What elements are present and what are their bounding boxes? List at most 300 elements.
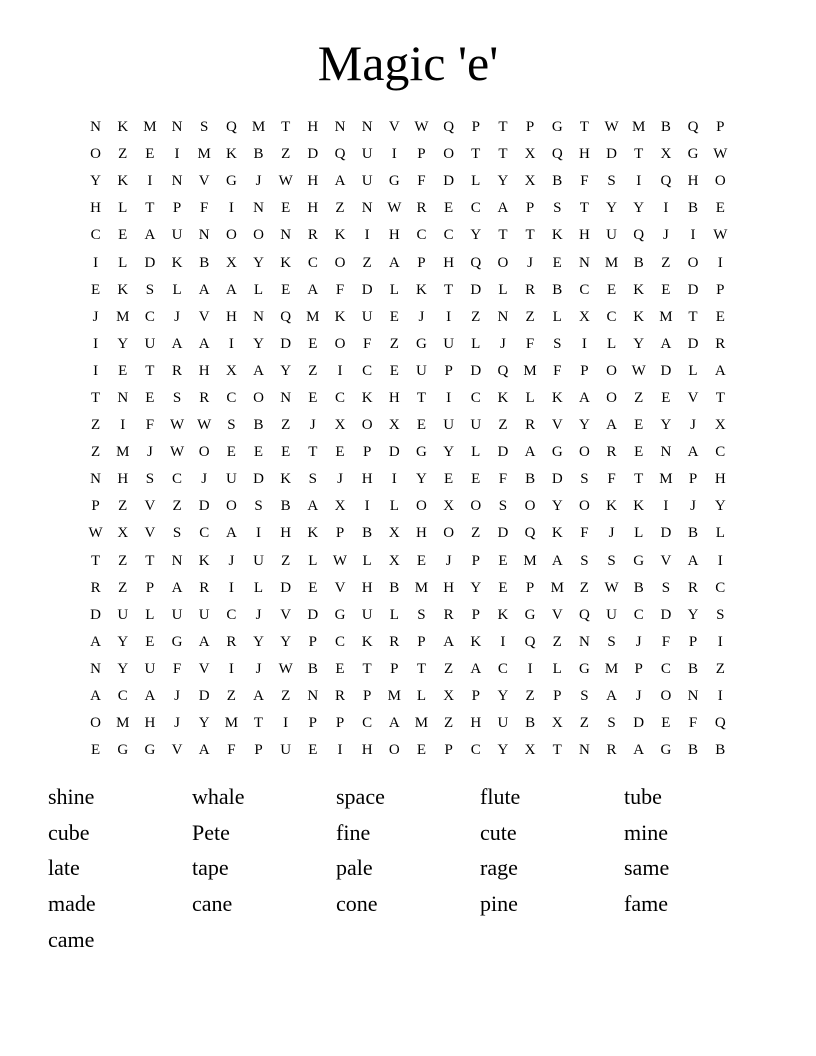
grid-letter: M [387, 688, 401, 705]
grid-letter: D [660, 606, 672, 623]
grid-letter: X [388, 525, 400, 542]
grid-letter: P [444, 742, 453, 759]
grid-letter: P [471, 119, 480, 136]
grid-letter: U [171, 227, 183, 244]
grid-letter: B [715, 742, 726, 759]
grid-letter: L [606, 335, 617, 352]
grid-letter: X [334, 417, 346, 434]
grid-letter: O [198, 444, 210, 461]
grid-letter: N [361, 200, 373, 217]
grid-letter: E [90, 281, 101, 298]
grid-letter: A [443, 633, 455, 650]
grid-letter: B [688, 742, 699, 759]
grid-letter: Z [471, 308, 481, 325]
grid-letter: D [497, 525, 509, 542]
grid-row [82, 114, 734, 141]
grid-letter: E [145, 146, 155, 163]
grid-letter: A [198, 281, 210, 298]
grid-row [82, 358, 734, 385]
grid-letter: W [713, 227, 728, 244]
grid-letter: S [145, 471, 155, 488]
grid-letter: I [391, 471, 397, 488]
grid-letter: P [254, 742, 263, 759]
grid-row [82, 412, 734, 439]
grid-letter: Y [497, 742, 509, 759]
grid-letter: P [471, 606, 480, 623]
grid-letter: I [663, 498, 669, 515]
grid-letter: N [687, 688, 699, 705]
grid-letter: O [253, 389, 264, 406]
grid-letter: P [471, 688, 480, 705]
grid-letter: A [144, 227, 156, 244]
grid-letter: L [145, 606, 155, 623]
grid-letter: P [688, 633, 698, 650]
grid-letter: E [498, 579, 508, 596]
grid-letter: V [198, 660, 210, 677]
grid-letter: F [661, 633, 671, 650]
grid-letter: A [144, 688, 156, 705]
grid-letter: N [90, 660, 101, 677]
grid-letter: H [443, 579, 455, 596]
grid-letter: Z [579, 715, 589, 732]
grid-letter: Q [443, 119, 455, 136]
word-list-item: same [624, 855, 670, 881]
grid-letter: T [362, 660, 372, 677]
grid-letter: G [171, 633, 183, 650]
grid-letter: A [171, 579, 183, 596]
grid-letter: J [418, 308, 425, 325]
grid-letter: Y [578, 417, 590, 434]
grid-letter: F [417, 173, 426, 190]
grid-letter: Z [118, 579, 128, 596]
grid-letter: O [225, 498, 237, 515]
grid-letter: V [144, 498, 156, 515]
grid-letter: E [416, 417, 427, 434]
grid-letter: Z [335, 200, 345, 217]
grid-letter: N [578, 633, 590, 650]
grid-letter: I [500, 633, 506, 650]
grid-letter: Y [117, 660, 129, 677]
grid-letter: K [334, 227, 346, 244]
grid-letter: P [335, 525, 345, 542]
grid-letter: I [527, 660, 533, 677]
grid-letter: C [579, 281, 590, 298]
grid-letter: V [687, 389, 699, 406]
grid-letter: U [253, 552, 264, 569]
grid-letter: A [633, 742, 645, 759]
grid-letter: W [332, 552, 348, 569]
grid-letter: D [144, 254, 156, 271]
grid-letter: S [172, 389, 182, 406]
grid-letter: U [416, 362, 427, 379]
grid-letter: A [606, 417, 617, 434]
grid-letter: Z [281, 146, 291, 163]
grid-letter: K [117, 281, 129, 298]
grid-letter: Z [118, 498, 128, 515]
grid-letter: X [551, 715, 563, 732]
grid-letter: L [634, 525, 644, 542]
grid-letter: U [117, 606, 129, 623]
grid-letter: Z [471, 525, 481, 542]
grid-letter: E [281, 200, 291, 217]
grid-letter: K [117, 119, 129, 136]
grid-letter: I [93, 254, 99, 271]
grid-letter: Y [687, 606, 699, 623]
grid-letter: S [498, 498, 508, 515]
grid-row [82, 575, 734, 602]
grid-letter: C [334, 633, 345, 650]
grid-letter: I [581, 335, 587, 352]
grid-row [82, 548, 734, 575]
grid-letter: P [525, 119, 535, 136]
grid-letter: A [225, 525, 237, 542]
grid-letter: M [604, 660, 619, 677]
grid-letter: S [417, 606, 426, 623]
grid-letter: I [120, 417, 126, 434]
grid-letter: B [552, 173, 563, 190]
grid-letter: T [145, 552, 155, 569]
grid-letter: I [147, 173, 153, 190]
grid-letter: L [308, 552, 318, 569]
grid-letter: A [90, 633, 101, 650]
grid-letter: H [714, 471, 726, 488]
grid-letter: C [226, 606, 237, 623]
grid-letter: G [117, 742, 129, 759]
grid-letter: E [335, 444, 345, 461]
grid-letter: A [497, 200, 509, 217]
grid-letter: U [497, 715, 509, 732]
grid-letter: A [524, 444, 536, 461]
grid-letter: C [334, 389, 345, 406]
grid-letter: G [633, 552, 645, 569]
grid-letter: A [90, 688, 101, 705]
grid-letter: N [280, 227, 292, 244]
grid-letter: N [90, 471, 101, 488]
grid-letter: H [307, 173, 319, 190]
grid-letter: E [634, 417, 644, 434]
grid-letter: H [687, 173, 699, 190]
grid-letter: T [145, 200, 155, 217]
grid-letter: A [198, 633, 210, 650]
grid-letter: H [578, 146, 590, 163]
grid-letter: D [361, 281, 373, 298]
grid-letter: J [635, 688, 642, 705]
grid-letter: X [524, 742, 536, 759]
grid-letter: T [444, 281, 454, 298]
grid-letter: E [308, 579, 318, 596]
grid-letter: N [660, 444, 672, 461]
grid-letter: C [606, 308, 617, 325]
grid-letter: B [688, 200, 699, 217]
grid-letter: N [253, 308, 264, 325]
grid-letter: W [604, 119, 619, 136]
grid-letter: Y [497, 173, 509, 190]
grid-letter: D [470, 281, 482, 298]
grid-letter: J [608, 525, 615, 542]
grid-letter: J [255, 606, 262, 623]
grid-letter: Z [661, 254, 671, 271]
grid-letter: L [118, 254, 128, 271]
grid-letter: D [280, 579, 292, 596]
grid-letter: S [580, 552, 589, 569]
grid-letter: C [90, 227, 101, 244]
grid-row [82, 466, 734, 493]
word-list-item: fame [624, 891, 668, 917]
grid-letter: K [280, 471, 292, 488]
grid-letter: D [307, 146, 319, 163]
grid-letter: H [198, 362, 210, 379]
grid-letter: Z [118, 146, 128, 163]
grid-letter: I [283, 715, 289, 732]
grid-letter: H [470, 715, 482, 732]
grid-letter: P [688, 471, 698, 488]
grid-letter: M [251, 119, 266, 136]
grid-letter: M [116, 444, 130, 461]
grid-letter: P [553, 688, 562, 705]
grid-letter: B [253, 146, 264, 163]
grid-letter: Y [117, 633, 129, 650]
grid-letter: A [253, 688, 264, 705]
grid-letter: P [308, 715, 317, 732]
grid-letter: M [659, 308, 673, 325]
grid-letter: T [688, 308, 698, 325]
grid-letter: R [199, 389, 210, 406]
grid-letter: O [334, 335, 346, 352]
grid-letter: X [225, 254, 237, 271]
grid-letter: V [334, 579, 346, 596]
grid-letter: V [198, 308, 210, 325]
grid-letter: I [391, 146, 397, 163]
grid-letter: B [660, 119, 671, 136]
grid-letter: K [361, 389, 373, 406]
grid-letter: U [361, 173, 373, 190]
grid-letter: M [116, 715, 130, 732]
grid-letter: M [604, 254, 619, 271]
word-list-item: fine [336, 819, 371, 845]
grid-letter: T [416, 389, 427, 406]
grid-letter: E [715, 308, 725, 325]
grid-letter: D [633, 715, 645, 732]
grid-letter: I [663, 200, 669, 217]
grid-letter: O [225, 227, 237, 244]
grid-letter: G [551, 119, 563, 136]
grid-letter: J [500, 335, 506, 352]
grid-letter: K [551, 227, 563, 244]
grid-letter: U [443, 417, 455, 434]
grid-letter: U [361, 606, 373, 623]
grid-letter: Y [633, 335, 645, 352]
grid-letter: H [307, 200, 319, 217]
grid-letter: K [117, 173, 129, 190]
grid-letter: K [416, 281, 427, 298]
grid-letter: X [524, 173, 536, 190]
grid-letter: R [199, 579, 210, 596]
grid-letter: I [636, 173, 642, 190]
grid-letter: E [416, 552, 427, 569]
grid-letter: Q [280, 308, 292, 325]
grid-letter: I [174, 146, 180, 163]
grid-row [82, 277, 734, 304]
grid-letter: E [444, 471, 454, 488]
grid-letter: G [416, 444, 427, 461]
grid-letter: N [361, 119, 373, 136]
grid-letter: Z [90, 417, 101, 434]
grid-letter: B [688, 660, 699, 677]
grid-letter: C [443, 227, 454, 244]
grid-letter: J [255, 660, 262, 677]
grid-letter: B [280, 498, 291, 515]
word-list-item: whale [192, 784, 245, 809]
grid-letter: K [171, 254, 183, 271]
grid-letter: H [361, 742, 373, 759]
grid-letter: W [88, 525, 103, 542]
grid-letter: C [362, 715, 373, 732]
grid-letter: K [225, 146, 237, 163]
grid-letter: L [389, 498, 399, 515]
grid-letter: P [308, 633, 317, 650]
grid-letter: R [172, 362, 183, 379]
grid-letter: W [197, 417, 212, 434]
grid-letter: A [578, 389, 590, 406]
grid-letter: M [523, 552, 537, 569]
grid-letter: D [253, 471, 264, 488]
grid-letter: V [388, 119, 400, 136]
grid-letter: B [633, 254, 644, 271]
grid-letter: I [446, 308, 452, 325]
grid-letter: Z [525, 688, 535, 705]
grid-letter: T [471, 146, 481, 163]
grid-letter: L [688, 362, 698, 379]
grid-letter: D [606, 146, 617, 163]
grid-letter: C [660, 660, 671, 677]
grid-letter: H [117, 471, 129, 488]
grid-letter: D [470, 362, 482, 379]
grid-letter: A [714, 362, 726, 379]
grid-letter: J [662, 227, 669, 244]
grid-letter: U [144, 660, 156, 677]
grid-letter: T [90, 552, 101, 569]
grid-letter: J [201, 471, 208, 488]
word-list-item: cane [192, 891, 233, 917]
grid-letter: I [93, 335, 99, 352]
grid-letter: S [553, 335, 562, 352]
grid-letter: U [606, 606, 617, 623]
grid-letter: E [308, 389, 318, 406]
grid-letter: C [416, 227, 427, 244]
grid-letter: U [198, 606, 210, 623]
grid-letter: O [416, 498, 427, 515]
grid-row [82, 683, 734, 710]
grid-letter: L [552, 308, 562, 325]
grid-letter: E [308, 742, 318, 759]
grid-letter: L [362, 552, 372, 569]
grid-letter: T [552, 742, 562, 759]
grid-letter: H [578, 227, 590, 244]
grid-letter: X [117, 525, 129, 542]
grid-letter: H [388, 389, 400, 406]
grid-letter: F [335, 281, 345, 298]
grid-letter: P [525, 579, 535, 596]
grid-letter: A [551, 552, 563, 569]
grid-letter: R [90, 579, 101, 596]
grid-letter: I [93, 362, 99, 379]
grid-letter: E [606, 281, 617, 298]
grid-letter: C [715, 444, 726, 461]
grid-letter: B [389, 579, 400, 596]
grid-letter: I [364, 498, 370, 515]
grid-letter: K [470, 633, 482, 650]
grid-letter: K [334, 308, 346, 325]
grid-letter: L [552, 660, 562, 677]
grid-letter: W [631, 362, 646, 379]
grid-letter: I [228, 579, 234, 596]
grid-letter: P [390, 660, 399, 677]
grid-letter: Z [118, 552, 128, 569]
grid-letter: R [443, 606, 454, 623]
grid-letter: X [334, 498, 346, 515]
grid-letter: F [172, 660, 182, 677]
grid-letter: Z [498, 417, 508, 434]
grid-letter: G [225, 173, 237, 190]
grid-letter: P [417, 633, 426, 650]
grid-letter: T [90, 389, 101, 406]
grid-letter: R [389, 633, 400, 650]
grid-letter: Q [578, 606, 590, 623]
grid-letter: V [551, 417, 563, 434]
grid-letter: N [497, 308, 509, 325]
grid-letter: Z [281, 552, 291, 569]
grid-row [82, 331, 734, 358]
grid-letter: I [690, 227, 696, 244]
grid-letter: N [334, 119, 346, 136]
grid-letter: Q [334, 146, 346, 163]
grid-letter: F [498, 471, 508, 488]
word-list-item: shine [48, 784, 95, 809]
grid-letter: Y [280, 362, 292, 379]
grid-letter: U [361, 308, 373, 325]
grid-row [82, 602, 734, 629]
grid-letter: P [471, 552, 480, 569]
grid-letter: T [579, 200, 589, 217]
grid-letter: L [498, 281, 508, 298]
grid-letter: Z [389, 335, 399, 352]
grid-letter: A [198, 335, 210, 352]
grid-letter: S [145, 281, 155, 298]
word-list-item: Pete [192, 819, 230, 845]
grid-letter: I [717, 688, 723, 705]
grid-letter: S [716, 606, 725, 623]
grid-row [82, 222, 734, 249]
grid-letter: P [417, 146, 426, 163]
grid-letter: T [498, 119, 508, 136]
grid-letter: S [553, 200, 562, 217]
grid-letter: T [715, 389, 725, 406]
grid-letter: P [716, 281, 725, 298]
grid-letter: E [661, 715, 671, 732]
grid-letter: U [171, 606, 183, 623]
grid-letter: R [226, 633, 237, 650]
grid-letter: G [144, 742, 156, 759]
grid-letter: Y [714, 498, 726, 515]
grid-letter: R [525, 281, 536, 298]
grid-letter: E [416, 742, 427, 759]
word-list-item: pale [336, 855, 373, 881]
grid-letter: O [578, 498, 590, 515]
grid-letter: Z [552, 633, 562, 650]
word-list-item: mine [624, 819, 668, 845]
grid-letter: D [687, 281, 699, 298]
grid-letter: K [633, 498, 645, 515]
